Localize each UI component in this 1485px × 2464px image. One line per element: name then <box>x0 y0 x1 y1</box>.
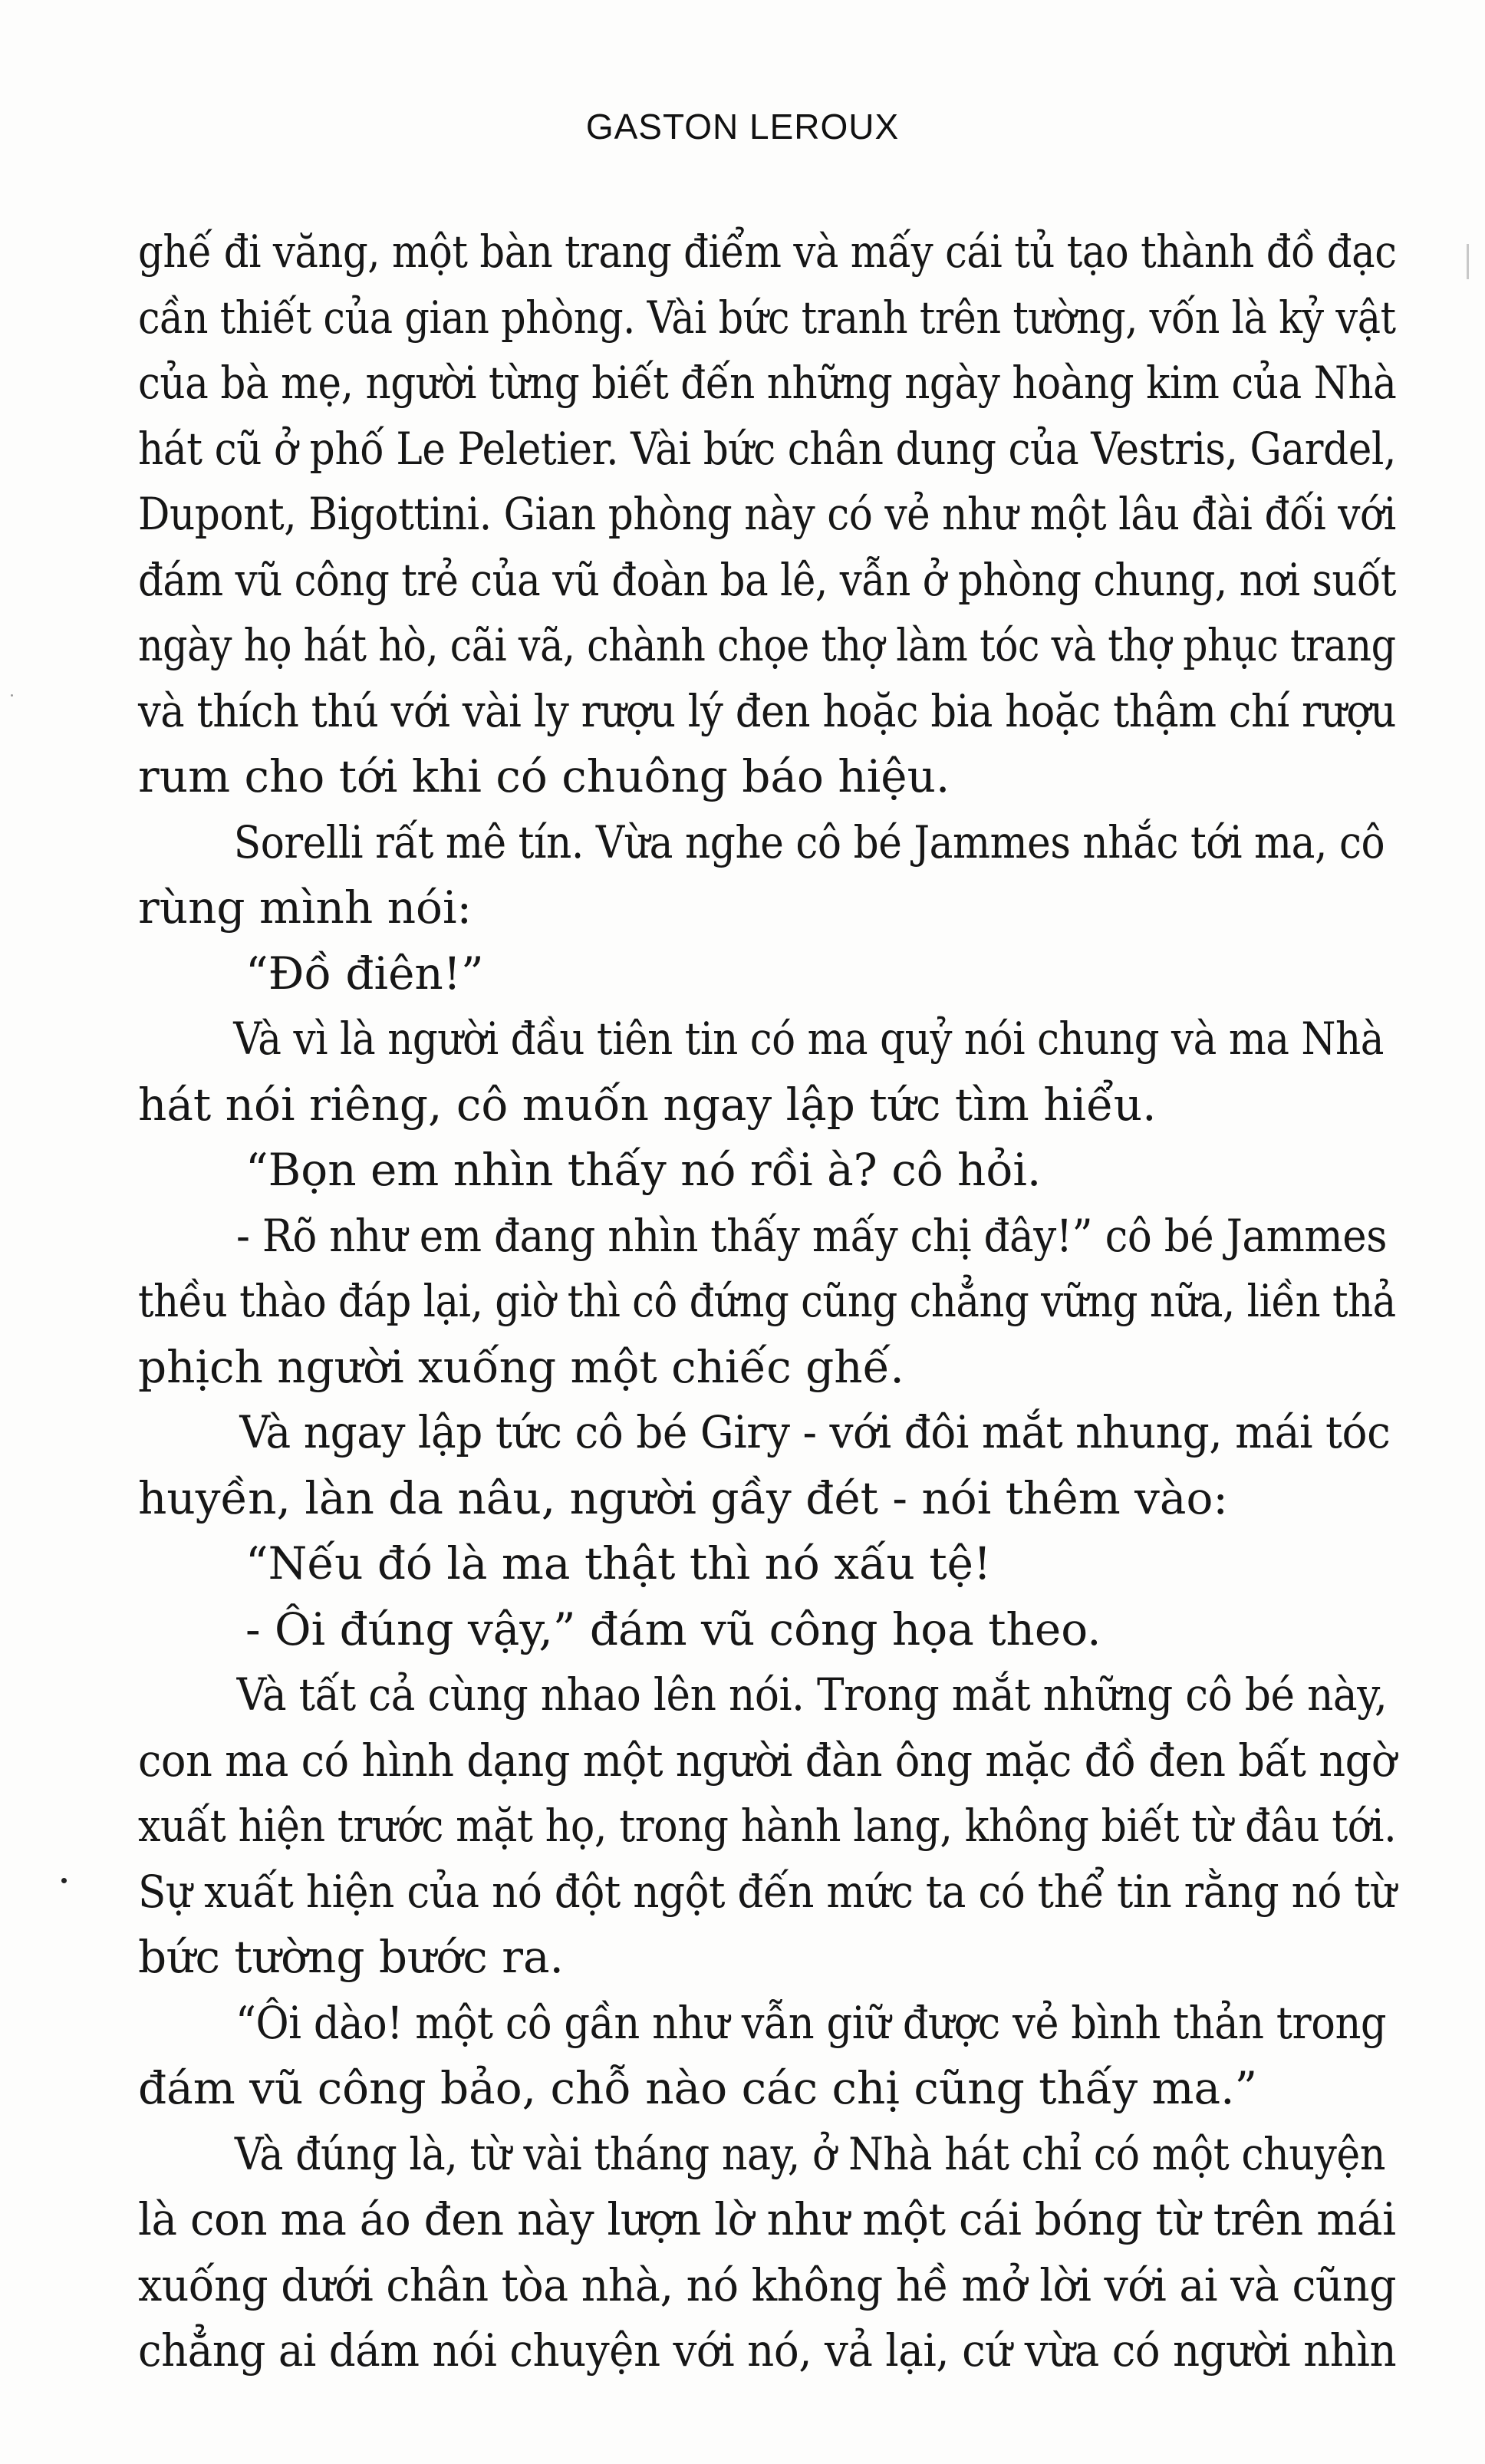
text-line: - Rõ như em đang nhìn thấy mấy chị đây!” cô bé Jammes <box>236 1209 1387 1262</box>
margin-dot <box>61 1878 67 1883</box>
paper-speck <box>11 694 13 697</box>
text-line: ngày họ hát hò, cãi vã, chành chọe thợ làm tóc và thợ phục trang <box>138 619 1396 671</box>
text-line: rum cho tới khi có chuông báo hiệu. <box>138 750 950 802</box>
text-line: Sorelli rất mê tín. Vừa nghe cô bé Jammes nhắc tới ma, cô <box>233 815 1385 868</box>
text-line: hát cũ ở phố Le Peletier. Vài bức chân dung của Vestris, Gardel, <box>138 422 1396 475</box>
text-line: Và vì là người đầu tiên tin có ma quỷ nói chung và ma Nhà <box>233 1013 1384 1065</box>
text-line: “Ôi dào! một cô gần như vẫn giữ được vẻ bình thản trong <box>235 1996 1387 2049</box>
text-line: “Đồ điên!” <box>245 947 484 1000</box>
text-line: Và ngay lập tức cô bé Giry - với đôi mắt nhung, mái tóc <box>239 1406 1391 1458</box>
text-line: và thích thú với vài ly rượu lý đen hoặc bia hoặc thậm chí rượu <box>138 684 1396 737</box>
text-line: thều thào đáp lại, giờ thì cô đứng cũng chẳng vững nữa, liền thả <box>138 1275 1396 1327</box>
text-line: phịch người xuống một chiếc ghế. <box>138 1340 904 1393</box>
text-line: là con ma áo đen này lượn lờ như một cái bóng từ trên mái <box>138 2193 1396 2245</box>
text-line: ghế đi văng, một bàn trang điểm và mấy cái tủ tạo thành đồ đạc <box>138 226 1397 278</box>
text-line: Sự xuất hiện của nó đột ngột đến mức ta có thể tin rằng nó từ <box>138 1865 1396 1918</box>
text-line: “Bọn em nhìn thấy nó rồi à? cô hỏi. <box>245 1144 1042 1196</box>
margin-mark <box>1467 244 1469 279</box>
text-line: đám vũ công bảo, chỗ nào các chị cũng thấy ma.” <box>138 2062 1258 2114</box>
text-line: cần thiết của gian phòng. Vài bức tranh trên tường, vốn là kỷ vật <box>138 291 1396 344</box>
text-line: Và đúng là, từ vài tháng nay, ở Nhà hát chỉ có một chuyện <box>234 2127 1385 2180</box>
text-line: hát nói riêng, cô muốn ngay lập tức tìm hiểu. <box>138 1078 1157 1131</box>
text-line: Và tất cả cùng nhao lên nói. Trong mắt những cô bé này, <box>236 1668 1388 1721</box>
text-line: “Nếu đó là ma thật thì nó xấu tệ! <box>245 1537 992 1589</box>
text-line: Dupont, Bigottini. Gian phòng này có vẻ như một lâu đài đối với <box>138 488 1396 540</box>
text-line: con ma có hình dạng một người đàn ông mặc đồ đen bất ngờ <box>138 1734 1397 1787</box>
text-line: - Ôi đúng vậy,” đám vũ công họa theo. <box>245 1603 1101 1655</box>
body-text <box>138 219 1396 2384</box>
text-line: huyền, làn da nâu, người gầy đét - nói thêm vào: <box>138 1471 1228 1524</box>
text-line: chẳng ai dám nói chuyện với nó, vả lại, cứ vừa có người nhìn <box>138 2324 1397 2377</box>
text-line: xuống dưới chân tòa nhà, nó không hề mở lời với ai và cũng <box>138 2258 1397 2311</box>
text-line: của bà mẹ, người từng biết đến những ngày hoàng kim của Nhà <box>138 357 1397 409</box>
text-line: rùng mình nói: <box>138 881 472 934</box>
running-header: GASTON LEROUX <box>585 107 900 147</box>
text-line: bức tường bước ra. <box>138 1931 564 1983</box>
text-line: đám vũ công trẻ của vũ đoàn ba lê, vẫn ở phòng chung, nơi suốt <box>138 553 1397 606</box>
text-line: xuất hiện trước mặt họ, trong hành lang, không biết từ đâu tới. <box>138 1800 1397 1852</box>
